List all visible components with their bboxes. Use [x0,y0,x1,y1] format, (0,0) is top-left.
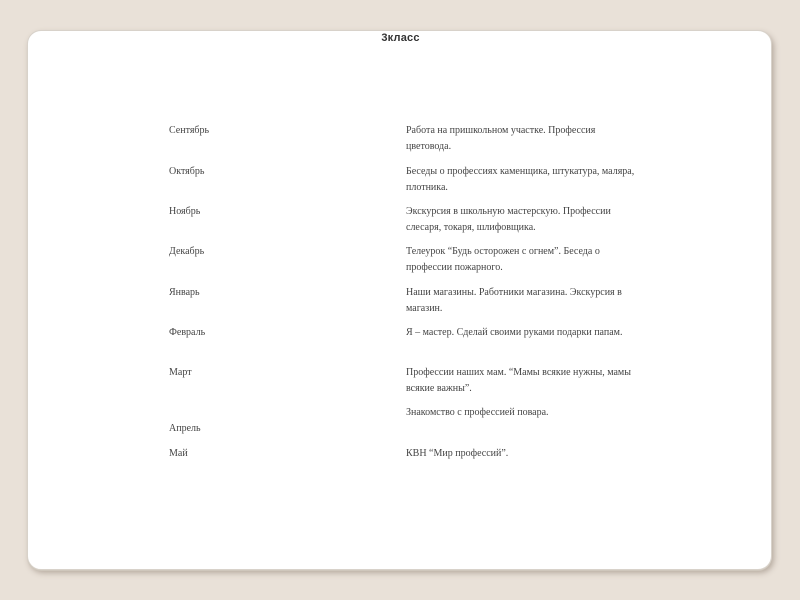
month-cell: Январь [169,287,200,298]
month-cell: Сентябрь [169,125,210,136]
activity-cell: Профессии наших мам. “Мамы всякие нужны, мамы всякие важны”. [406,367,631,394]
slide-title: 3класс [381,32,420,44]
month-cell: Декабрь [169,246,205,257]
month-cell: Ноябрь [169,206,201,217]
month-cell: Октябрь [169,166,205,177]
activity-cell: Работа на пришкольном участке. Профессия цветовода. [406,125,596,152]
activity-cell: Я – мастер. Сделай своими руками подарки папам. [406,327,623,338]
month-cell: Февраль [169,327,206,338]
slide [27,30,772,570]
activity-cell: Наши магазины. Работники магазина. Экскурсия в магазин. [406,287,622,314]
activity-cell: Экскурсия в школьную мастерскую. Профессии слесаря, токаря, шлифовщика. [406,206,611,233]
activity-cell: Беседы о профессиях каменщика, штукатура, маляра, плотника. [406,166,635,193]
activity-cell: КВН “Мир профессий”. [406,448,509,459]
month-cell: Май [169,448,188,459]
month-cell: Апрель [169,423,201,434]
activity-cell: Знакомство с профессией повара. [406,407,549,418]
month-cell: Март [169,367,192,378]
activity-cell: Телеурок “Будь осторожен с огнем”. Беседа о профессии пожарного. [406,246,600,273]
